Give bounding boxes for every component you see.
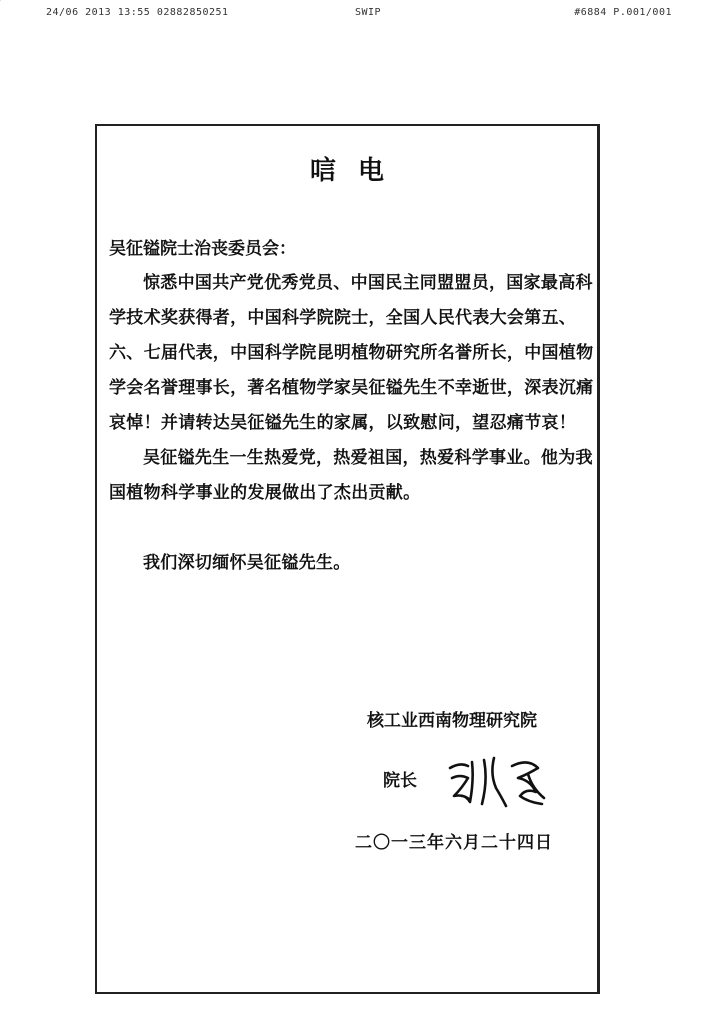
signer-title: 院长 bbox=[383, 771, 417, 791]
fax-header bbox=[0, 7, 720, 23]
letter-date: 二〇一三年六月二十四日 bbox=[355, 833, 553, 853]
letter-paragraph-condolence: 惊悉中国共产党优秀党员、中国民主同盟盟员，国家最高科学技术奖获得者，中国科学院院士，全国人民代表大会第五、六、七届代表，中国科学院昆明植物研究所名誉所长，中国植物学会名誉理事长，著名植物学家吴征镒先生不幸逝世，深表沉痛哀悼！并请转达吴征镒先生的家属，以致慰问，望忍痛节哀！ bbox=[109, 273, 594, 433]
letter-paragraph-tribute: 吴征镒先生一生热爱党，热爱祖国，热爱科学事业。他为我国植物科学事业的发展做出了杰出贡献。 bbox=[109, 448, 593, 503]
sender-organization: 核工业西南物理研究院 bbox=[367, 711, 537, 731]
fax-page-number: #6884 P.001/001 bbox=[574, 7, 672, 18]
handwritten-signature bbox=[442, 754, 562, 810]
letter-title: 唁电 bbox=[309, 156, 406, 186]
letter-salutation: 吴征镒院士治丧委员会： bbox=[109, 239, 296, 259]
fax-datetime: 24/06 2013 13:55 02882850251 bbox=[46, 7, 229, 18]
letter-paragraph-remembrance: 我们深切缅怀吴征镒先生。 bbox=[143, 553, 351, 573]
fax-sender-code: SWIP bbox=[355, 7, 382, 18]
letter-frame bbox=[95, 124, 600, 994]
